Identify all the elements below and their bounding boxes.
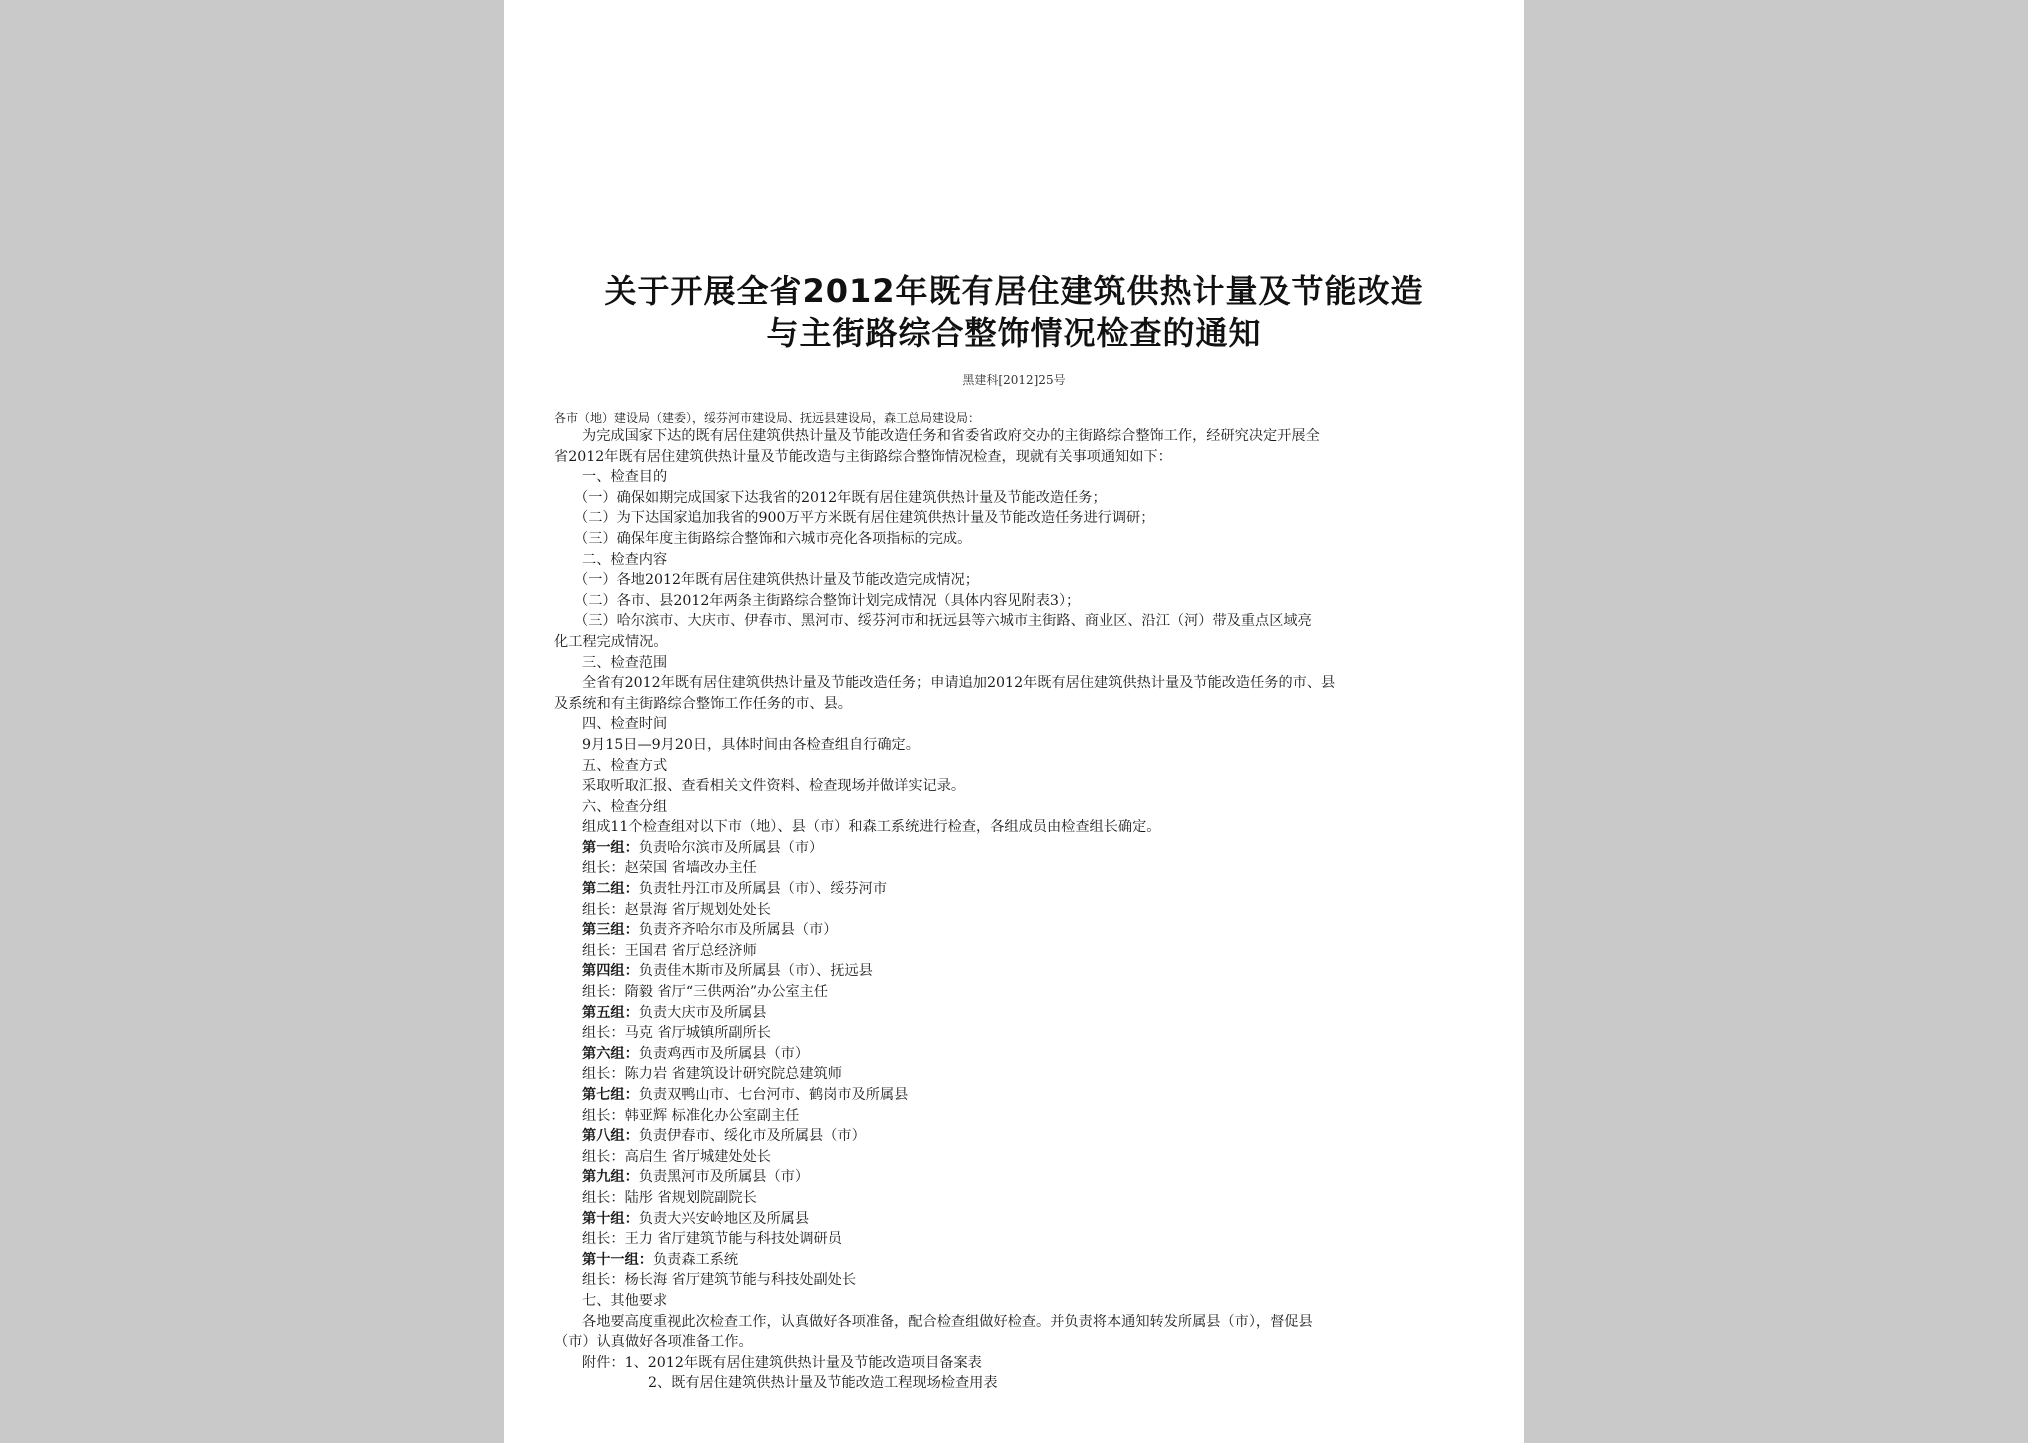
group-4-leader: 组长：隋毅 省厅“三供两治”办公室主任 bbox=[582, 984, 829, 1001]
section-2-item-3b: 化工程完成情况。 bbox=[554, 633, 668, 650]
section-7-text-a: 各地要高度重视此次检查工作，认真做好各项准备，配合检查组做好检查。并负责将本通知转发所属县（市），督促县 bbox=[582, 1313, 1313, 1330]
group-1-leader: 组长：赵荣国 省墙改办主任 bbox=[582, 860, 757, 877]
section-1-heading: 一、检查目的 bbox=[582, 469, 668, 486]
section-3-text-b: 及系统和有主街路综合整饰工作任务的市、县。 bbox=[554, 695, 852, 712]
group-7-scope: 第七组：负责双鸭山市、七台河市、鹤岗市及所属县 bbox=[582, 1087, 909, 1103]
section-6-text: 组成11个检查组对以下市（地）、县（市）和森工系统进行检查，各组成员由检查组长确定。 bbox=[582, 819, 1161, 836]
section-2-item-1: （一）各地2012年既有居住建筑供热计量及节能改造完成情况； bbox=[574, 572, 979, 589]
section-1-item-1: （一）确保如期完成国家下达我省的2012年既有居住建筑供热计量及节能改造任务； bbox=[574, 489, 1107, 506]
group-10-scope: 第十组：负责大兴安岭地区及所属县 bbox=[582, 1210, 810, 1227]
section-3-heading: 三、检查范围 bbox=[582, 654, 668, 671]
section-7-heading: 七、其他要求 bbox=[582, 1292, 668, 1309]
document-number: 黑建科[2012]25号 bbox=[962, 373, 1066, 387]
group-5-scope: 第五组：负责大庆市及所属县 bbox=[582, 1004, 767, 1021]
group-5-leader: 组长：马克 省厅城镇所副所长 bbox=[582, 1025, 771, 1042]
group-8-scope: 第八组：负责伊春市、绥化市及所属县（市） bbox=[582, 1128, 866, 1145]
group-6-scope: 第六组：负责鸡西市及所属县（市） bbox=[582, 1045, 810, 1062]
section-2-item-3a: （三）哈尔滨市、大庆市、伊春市、黑河市、绥芬河市和抚远县等六城市主街路、商业区、沿江（河）带及重点区域亮 bbox=[574, 613, 1312, 630]
group-2-leader: 组长：赵景海 省厅规划处处长 bbox=[582, 901, 771, 918]
group-11-leader: 组长：杨长海 省厅建筑节能与科技处副处长 bbox=[582, 1272, 857, 1289]
attachment-2: 2、既有居住建筑供热计量及节能改造工程现场检查用表 bbox=[648, 1375, 998, 1392]
group-9-leader: 组长：陆彤 省规划院副院长 bbox=[582, 1189, 757, 1206]
section-1-item-2: （二）为下达国家追加我省的900万平方米既有居住建筑供热计量及节能改造任务进行调研； bbox=[574, 510, 1155, 527]
intro-line-1: 为完成国家下达的既有居住建筑供热计量及节能改造任务和省委省政府交办的主街路综合整饰工作，经研究决定开展全 bbox=[582, 428, 1320, 444]
title-line-2: 与主街路综合整饰情况检查的通知 bbox=[766, 314, 1262, 352]
section-7-text-b: （市）认真做好各项准备工作。 bbox=[554, 1334, 753, 1351]
title-line-1: 关于开展全省2012年既有居住建筑供热计量及节能改造 bbox=[604, 272, 1424, 310]
document-page bbox=[504, 0, 1524, 1443]
section-1-item-3: （三）确保年度主街路综合整饰和六城市亮化各项指标的完成。 bbox=[574, 530, 972, 547]
attachment-1: 附件：1、2012年既有居住建筑供热计量及节能改造项目备案表 bbox=[582, 1354, 982, 1371]
group-9-scope: 第九组：负责黑河市及所属县（市） bbox=[582, 1169, 810, 1186]
section-4-text: 9月15日—9月20日，具体时间由各检查组自行确定。 bbox=[582, 736, 920, 753]
section-2-item-2: （二）各市、县2012年两条主街路综合整饰计划完成情况（具体内容见附表3）； bbox=[574, 592, 1081, 609]
group-1-scope: 第一组：负责哈尔滨市及所属县（市） bbox=[582, 839, 824, 856]
group-6-leader: 组长：陈力岩 省建筑设计研究院总建筑师 bbox=[582, 1066, 842, 1083]
section-2-heading: 二、检查内容 bbox=[582, 551, 668, 568]
document-body bbox=[554, 426, 1499, 1394]
group-2-scope: 第二组：负责牡丹江市及所属县（市）、绥芬河市 bbox=[582, 881, 888, 898]
addressee: 各市（地）建设局（建委），绥芬河市建设局、抚远县建设局，森工总局建设局： bbox=[554, 411, 981, 425]
section-4-heading: 四、检查时间 bbox=[582, 716, 668, 733]
group-10-leader: 组长：王力 省厅建筑节能与科技处调研员 bbox=[582, 1231, 842, 1248]
section-6-heading: 六、检查分组 bbox=[582, 798, 668, 815]
group-4-scope: 第四组：负责佳木斯市及所属县（市）、抚远县 bbox=[582, 963, 873, 980]
group-7-leader: 组长：韩亚辉 标准化办公室副主任 bbox=[582, 1107, 800, 1124]
group-8-leader: 组长：高启生 省厅城建处处长 bbox=[582, 1148, 771, 1165]
intro-line-2: 省2012年既有居住建筑供热计量及节能改造与主街路综合整饰情况检查，现就有关事项通知如下： bbox=[554, 448, 1172, 465]
group-3-leader: 组长：王国君 省厅总经济师 bbox=[582, 942, 757, 959]
section-3-text-a: 全省有2012年既有居住建筑供热计量及节能改造任务；申请追加2012年既有居住建筑供热计量及节能改造任务的市、县 bbox=[582, 675, 1336, 692]
document-title bbox=[544, 270, 1484, 354]
section-5-heading: 五、检查方式 bbox=[582, 757, 668, 774]
group-3-scope: 第三组：负责齐齐哈尔市及所属县（市） bbox=[582, 922, 838, 939]
section-5-text: 采取听取汇报、查看相关文件资料、检查现场并做详实记录。 bbox=[582, 778, 966, 795]
group-11-scope: 第十一组：负责森工系统 bbox=[582, 1251, 739, 1268]
